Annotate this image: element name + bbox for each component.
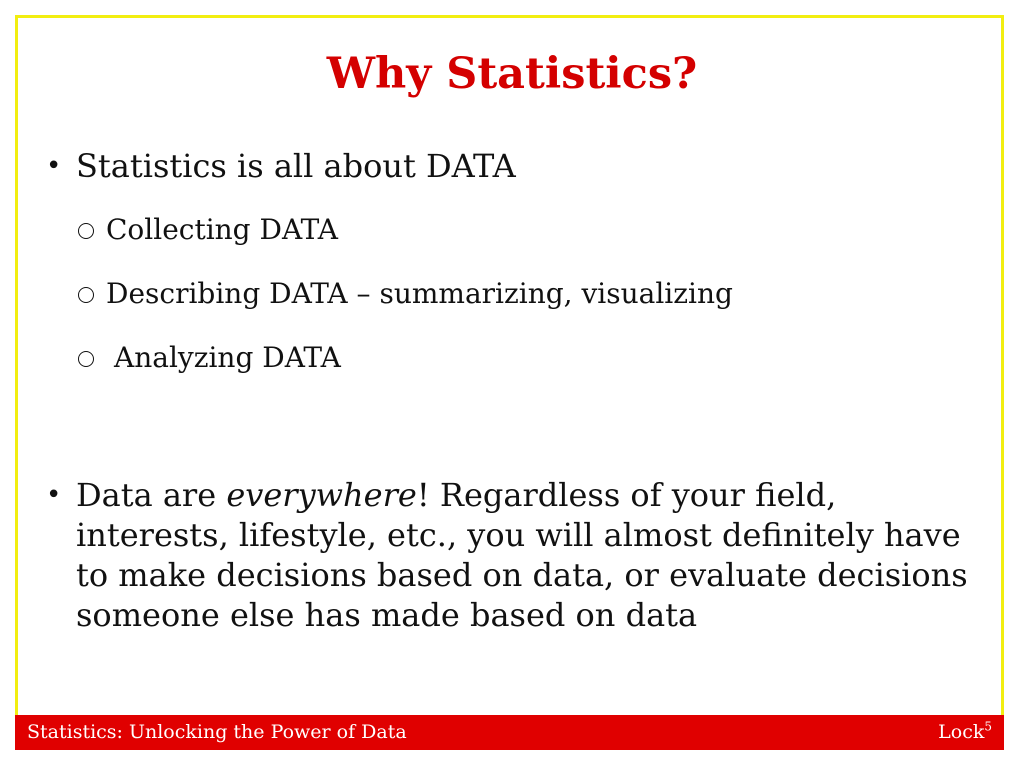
sub-bullet-3-text: Analyzing DATA xyxy=(114,341,341,374)
slide-content xyxy=(44,146,984,635)
bullet-1-text: Statistics is all about DATA xyxy=(76,147,516,185)
footer-author: Lock xyxy=(938,721,985,743)
footer-title: Statistics: Unlocking the Power of Data xyxy=(27,721,407,743)
bullet-dot-icon: • xyxy=(46,151,62,181)
bullet-2-text-before: Data are xyxy=(76,476,227,514)
sub-bullet-1-text: Collecting DATA xyxy=(106,213,339,246)
slide-footer xyxy=(15,715,1004,750)
hollow-circle-icon xyxy=(78,287,94,303)
sub-bullet-2-text: Describing DATA – summarizing, visualizing xyxy=(106,277,733,310)
sub-bullet-1 xyxy=(44,212,984,248)
footer-page-number: 5 xyxy=(984,719,992,734)
bullet-2 xyxy=(44,475,984,635)
footer-page xyxy=(938,715,992,750)
slide-title: Why Statistics? xyxy=(326,49,698,99)
hollow-circle-icon xyxy=(78,223,94,239)
bullet-2-text-after: ! Regardless of your field, interests, lifestyle, etc., you will almost definitely have to make decisions based on data, or evaluate decisions someone else has made based on data xyxy=(76,476,968,634)
hollow-circle-icon xyxy=(78,351,94,367)
sub-bullet-3 xyxy=(44,340,984,376)
bullet-dot-icon: • xyxy=(46,480,62,510)
bullet-2-emphasis: everywhere xyxy=(226,476,417,514)
sub-bullet-2 xyxy=(44,276,984,312)
bullet-1 xyxy=(44,146,984,186)
